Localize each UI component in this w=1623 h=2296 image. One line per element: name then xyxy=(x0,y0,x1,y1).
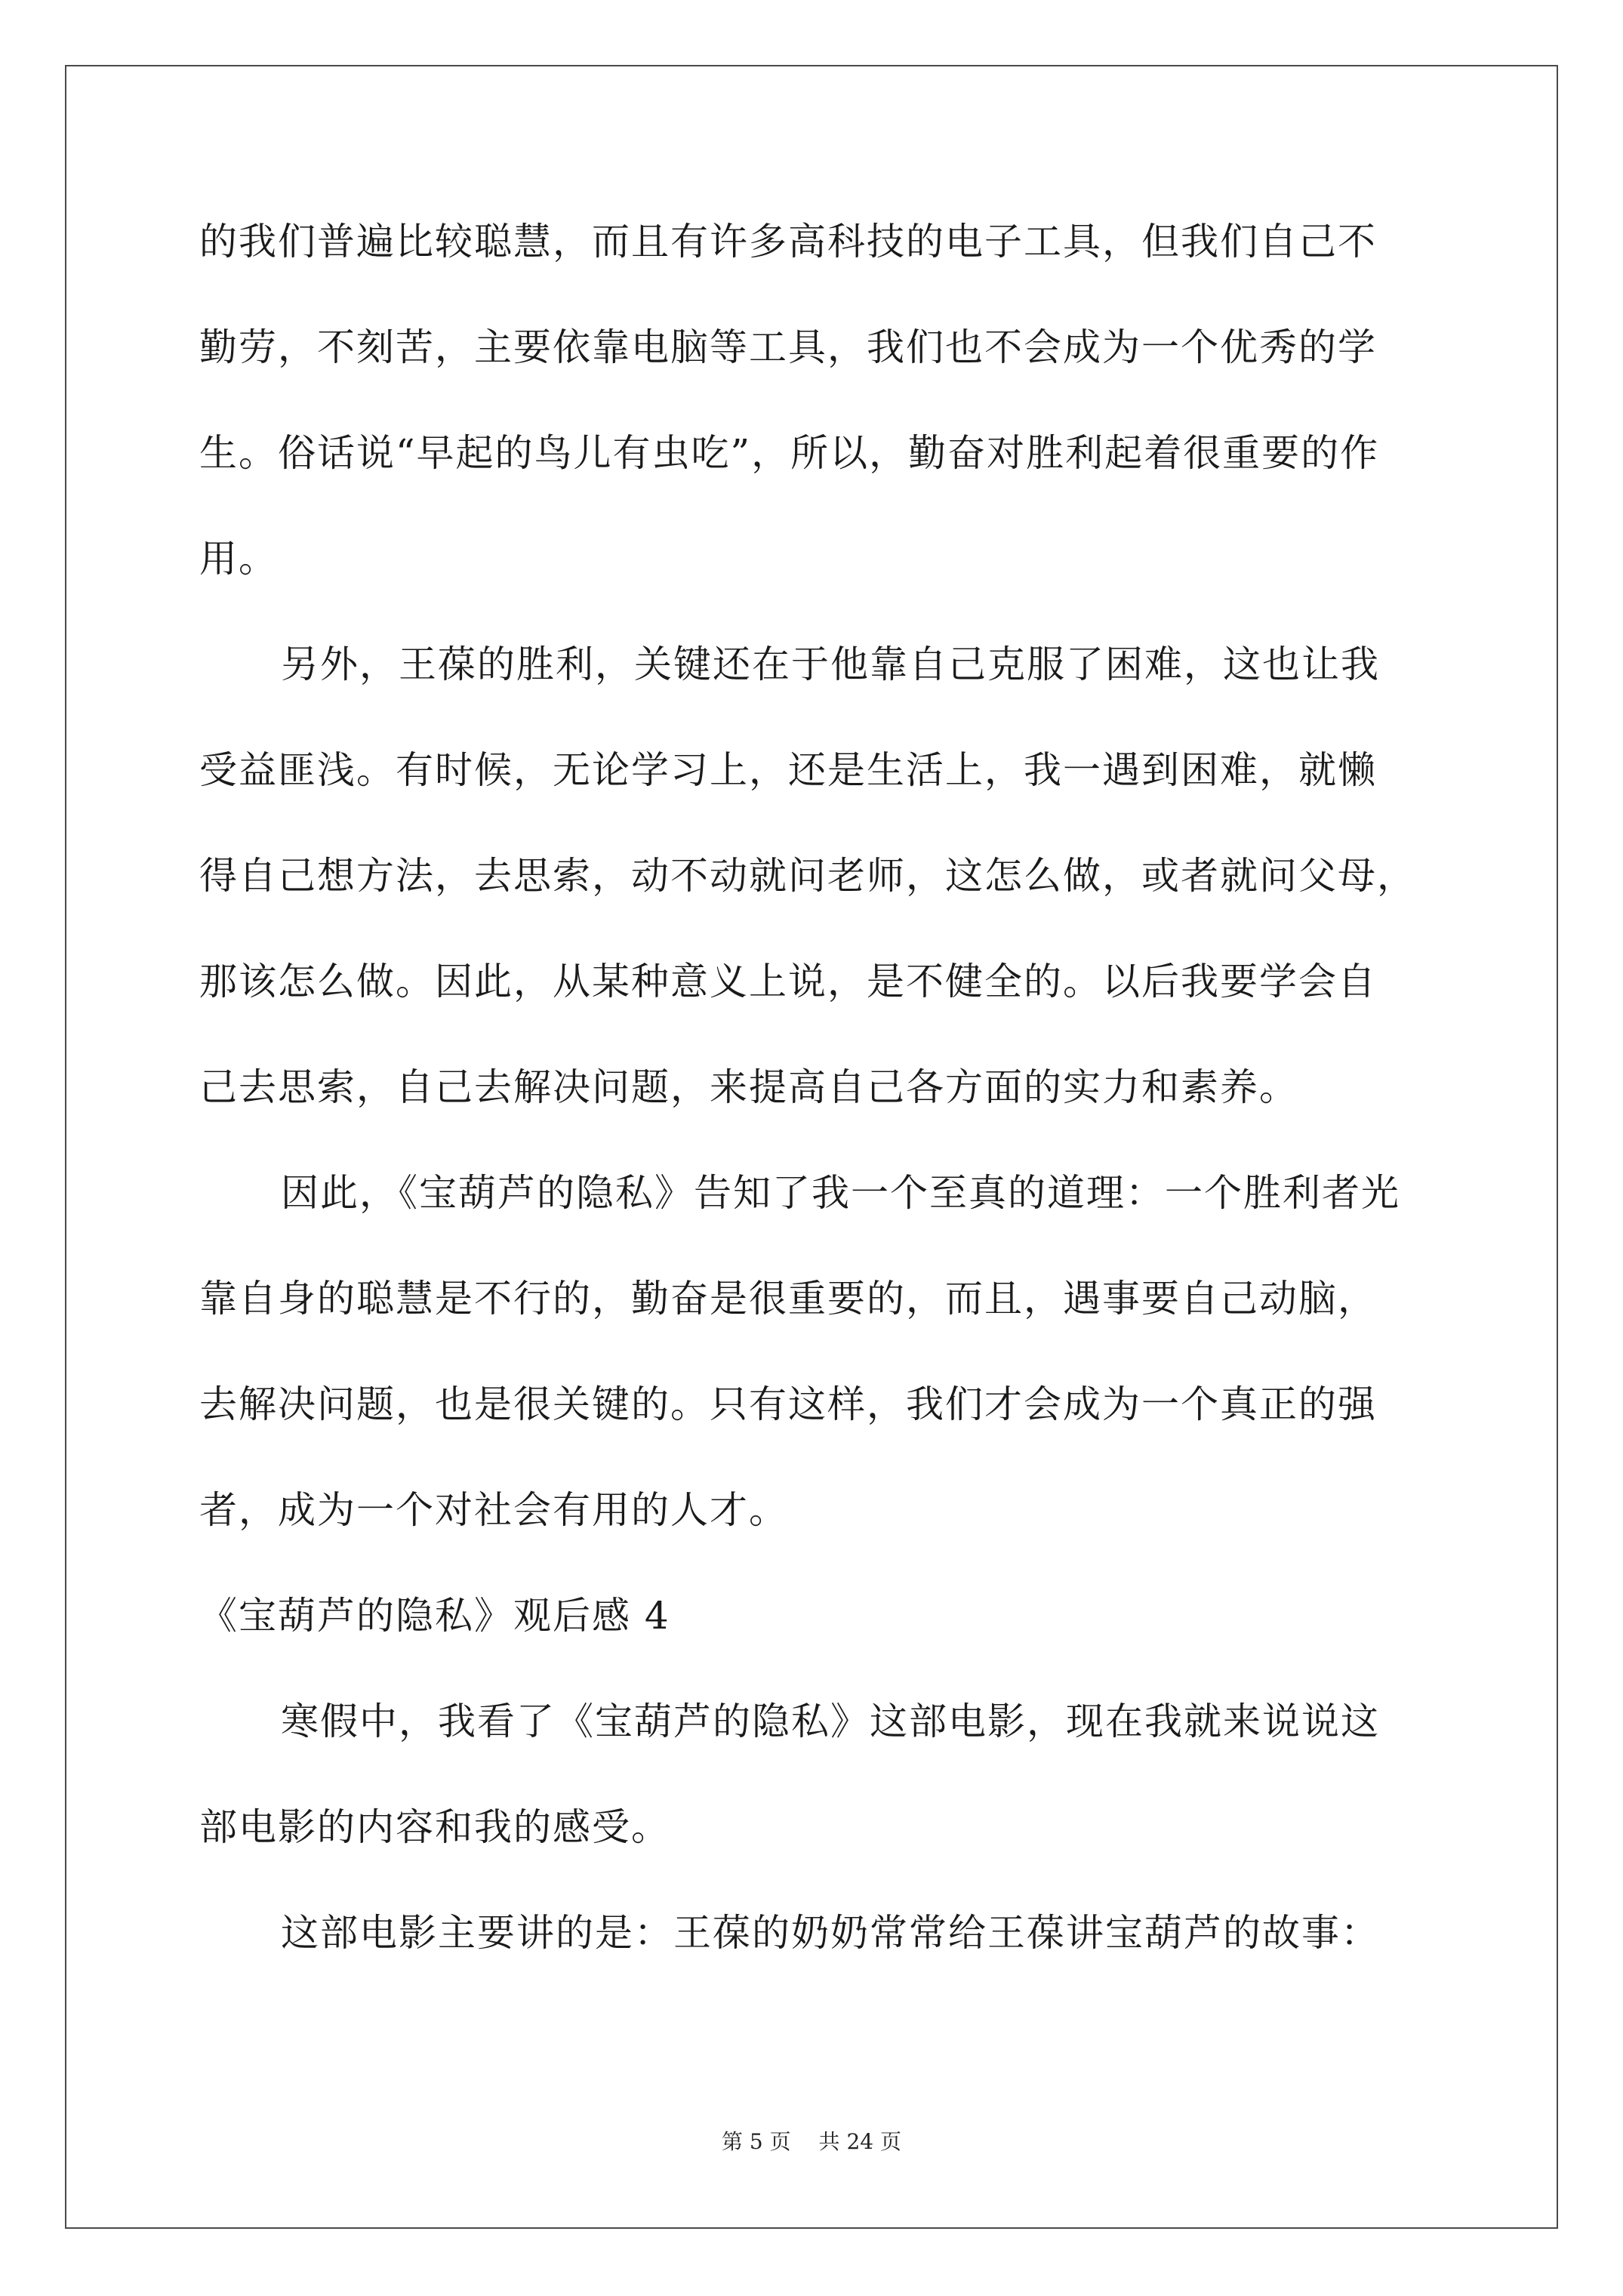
text-line: 受益匪浅。有时候，无论学习上，还是生活上，我一遇到困难，就懒 xyxy=(199,748,1377,792)
text-line: 者，成为一个对社会有用的人才。 xyxy=(199,1488,788,1532)
text-line: 这部电影主要讲的是：王葆的奶奶常常给王葆讲宝葫芦的故事： xyxy=(281,1911,1380,1955)
text-line: 因此，《宝葫芦的隐私》告知了我一个至真的道理：一个胜利者光 xyxy=(281,1171,1400,1215)
text-line: 那该怎么做。因此，从某种意义上说，是不健全的。以后我要学会自 xyxy=(199,960,1377,1003)
text-line: 己去思索，自己去解决问题，来提高自己各方面的实力和素养。 xyxy=(199,1065,1298,1109)
page-border xyxy=(65,65,1558,2229)
text-line: 部电影的内容和我的感受。 xyxy=(199,1805,670,1849)
page-footer xyxy=(0,2129,1623,2155)
text-line: 寒假中，我看了《宝葫芦的隐私》这部电影，现在我就来说说这 xyxy=(281,1700,1380,1743)
text-line: 用。 xyxy=(199,537,278,581)
section-heading: 《宝葫芦的隐私》观后感 4 xyxy=(199,1594,670,1638)
text-line: 的我们普遍比较聪慧，而且有许多高科技的电子工具，但我们自己不 xyxy=(199,220,1377,264)
page-number-total: 共 24 页 xyxy=(818,2129,901,2154)
text-line: 靠自身的聪慧是不行的，勤奋是很重要的，而且，遇事要自己动脑， xyxy=(199,1277,1377,1321)
text-line: 得自己想方法，去思索，动不动就问老师，这怎么做，或者就问父母， xyxy=(199,854,1416,898)
text-line: 去解决问题，也是很关键的。只有这样，我们才会成为一个真正的强 xyxy=(199,1382,1377,1426)
text-line: 生。俗话说“早起的鸟儿有虫吃”，所以，勤奋对胜利起着很重要的作 xyxy=(199,431,1380,475)
text-line: 另外，王葆的胜利，关键还在于他靠自己克服了困难，这也让我 xyxy=(281,643,1380,686)
text-line: 勤劳，不刻苦，主要依靠电脑等工具，我们也不会成为一个优秀的学 xyxy=(199,325,1377,369)
page-number-current: 第 5 页 xyxy=(722,2129,791,2154)
